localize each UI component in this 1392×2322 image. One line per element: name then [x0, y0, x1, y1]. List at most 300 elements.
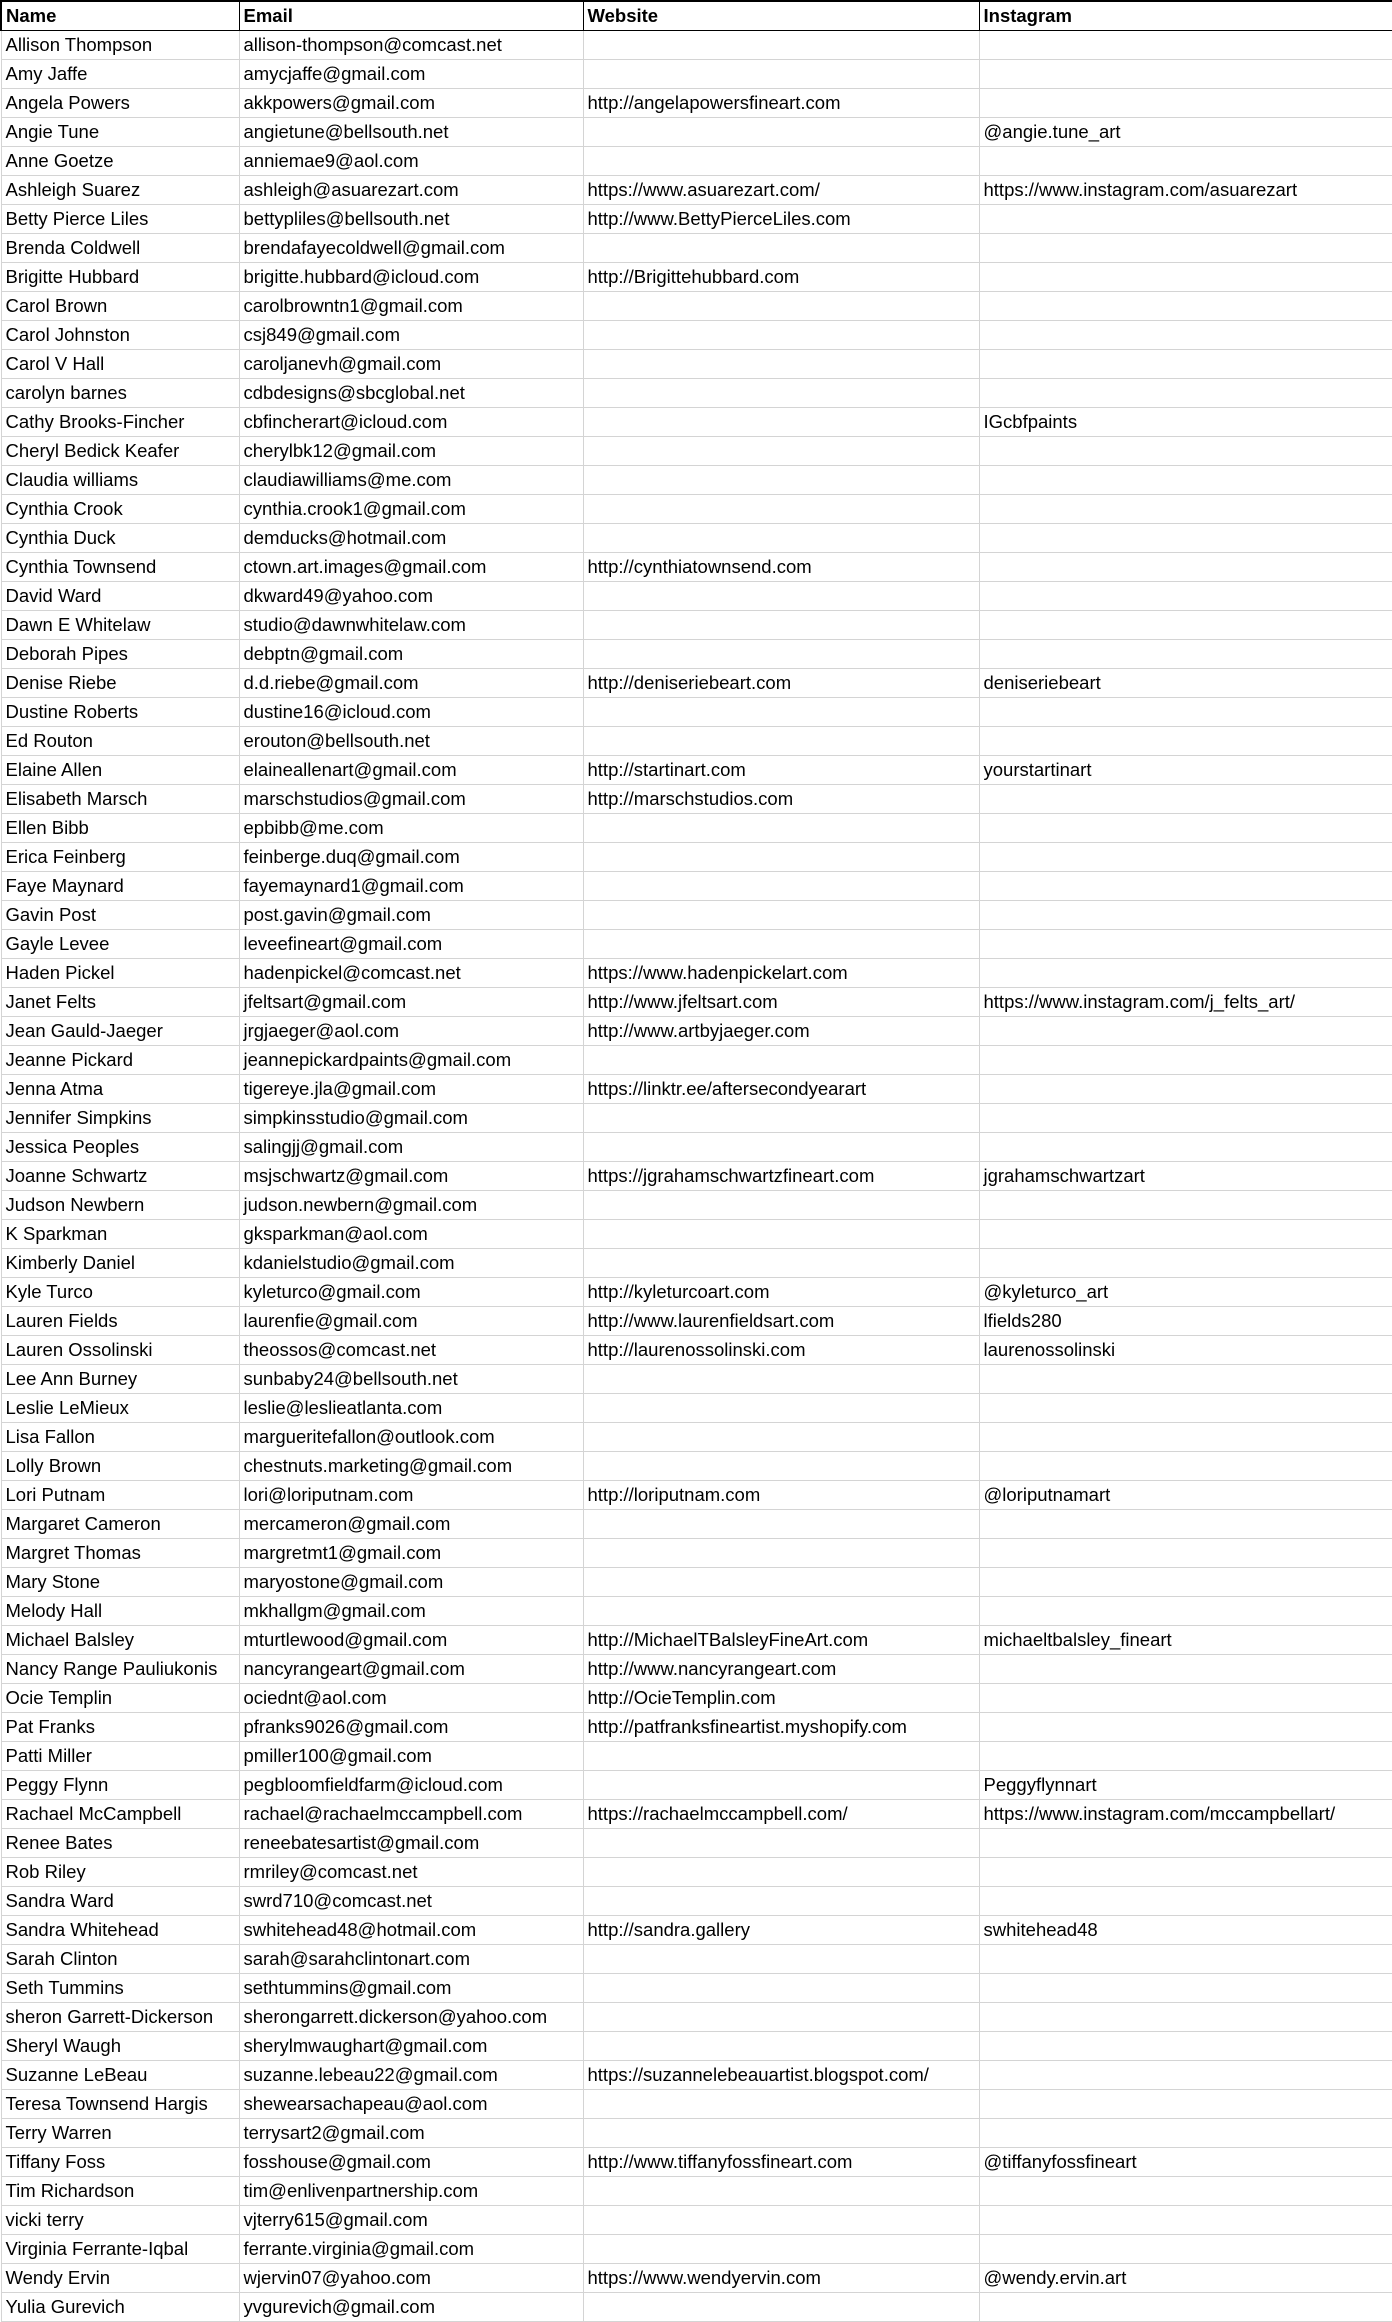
cell-email[interactable]: wjervin07@yahoo.com — [239, 2264, 583, 2293]
cell-website[interactable] — [583, 524, 979, 553]
cell-email[interactable]: theossos@comcast.net — [239, 1336, 583, 1365]
cell-email[interactable]: anniemae9@aol.com — [239, 147, 583, 176]
cell-website[interactable] — [583, 1133, 979, 1162]
cell-instagram[interactable] — [979, 2090, 1392, 2119]
cell-name[interactable]: Betty Pierce Liles — [1, 205, 239, 234]
cell-name[interactable]: Ocie Templin — [1, 1684, 239, 1713]
cell-name[interactable]: Cynthia Duck — [1, 524, 239, 553]
cell-email[interactable]: cdbdesigns@sbcglobal.net — [239, 379, 583, 408]
cell-email[interactable]: judson.newbern@gmail.com — [239, 1191, 583, 1220]
cell-instagram[interactable]: michaeltbalsley_fineart — [979, 1626, 1392, 1655]
cell-name[interactable]: Lauren Ossolinski — [1, 1336, 239, 1365]
cell-website[interactable] — [583, 1568, 979, 1597]
cell-instagram[interactable] — [979, 379, 1392, 408]
cell-email[interactable]: cbfincherart@icloud.com — [239, 408, 583, 437]
cell-instagram[interactable] — [979, 1133, 1392, 1162]
cell-website[interactable] — [583, 1858, 979, 1887]
cell-email[interactable]: hadenpickel@comcast.net — [239, 959, 583, 988]
cell-website[interactable]: http://deniseriebeart.com — [583, 669, 979, 698]
cell-email[interactable]: csj849@gmail.com — [239, 321, 583, 350]
cell-website[interactable] — [583, 1771, 979, 1800]
cell-name[interactable]: Lauren Fields — [1, 1307, 239, 1336]
cell-email[interactable]: rmriley@comcast.net — [239, 1858, 583, 1887]
cell-email[interactable]: allison-thompson@comcast.net — [239, 31, 583, 60]
cell-instagram[interactable] — [979, 321, 1392, 350]
cell-name[interactable]: Janet Felts — [1, 988, 239, 1017]
cell-name[interactable]: Margret Thomas — [1, 1539, 239, 1568]
cell-website[interactable]: http://laurenossolinski.com — [583, 1336, 979, 1365]
cell-instagram[interactable] — [979, 1713, 1392, 1742]
cell-instagram[interactable] — [979, 263, 1392, 292]
cell-name[interactable]: Rob Riley — [1, 1858, 239, 1887]
cell-email[interactable]: tim@enlivenpartnership.com — [239, 2177, 583, 2206]
cell-name[interactable]: Lee Ann Burney — [1, 1365, 239, 1394]
cell-name[interactable]: Jeanne Pickard — [1, 1046, 239, 1075]
cell-instagram[interactable] — [979, 1858, 1392, 1887]
cell-instagram[interactable]: @tiffanyfossfineart — [979, 2148, 1392, 2177]
cell-website[interactable] — [583, 2032, 979, 2061]
cell-website[interactable] — [583, 582, 979, 611]
cell-email[interactable]: nancyrangeart@gmail.com — [239, 1655, 583, 1684]
cell-name[interactable]: Claudia williams — [1, 466, 239, 495]
cell-website[interactable] — [583, 2003, 979, 2032]
cell-website[interactable] — [583, 1887, 979, 1916]
cell-name[interactable]: Carol V Hall — [1, 350, 239, 379]
cell-email[interactable]: kdanielstudio@gmail.com — [239, 1249, 583, 1278]
cell-email[interactable]: marschstudios@gmail.com — [239, 785, 583, 814]
cell-name[interactable]: Teresa Townsend Hargis — [1, 2090, 239, 2119]
cell-name[interactable]: Judson Newbern — [1, 1191, 239, 1220]
cell-name[interactable]: Melody Hall — [1, 1597, 239, 1626]
cell-email[interactable]: brendafayecoldwell@gmail.com — [239, 234, 583, 263]
cell-email[interactable]: amycjaffe@gmail.com — [239, 60, 583, 89]
cell-email[interactable]: tigereye.jla@gmail.com — [239, 1075, 583, 1104]
cell-instagram[interactable] — [979, 1394, 1392, 1423]
cell-website[interactable] — [583, 1104, 979, 1133]
cell-instagram[interactable] — [979, 292, 1392, 321]
cell-website[interactable]: http://startinart.com — [583, 756, 979, 785]
cell-website[interactable] — [583, 1220, 979, 1249]
cell-website[interactable] — [583, 2177, 979, 2206]
cell-instagram[interactable] — [979, 147, 1392, 176]
cell-email[interactable]: pegbloomfieldfarm@icloud.com — [239, 1771, 583, 1800]
cell-instagram[interactable]: lfields280 — [979, 1307, 1392, 1336]
cell-instagram[interactable]: https://www.instagram.com/asuarezart — [979, 176, 1392, 205]
cell-name[interactable]: Anne Goetze — [1, 147, 239, 176]
cell-instagram[interactable]: IGcbfpaints — [979, 408, 1392, 437]
cell-name[interactable]: Angie Tune — [1, 118, 239, 147]
cell-instagram[interactable] — [979, 901, 1392, 930]
cell-website[interactable] — [583, 1829, 979, 1858]
cell-email[interactable]: fayemaynard1@gmail.com — [239, 872, 583, 901]
cell-instagram[interactable] — [979, 234, 1392, 263]
cell-name[interactable]: Margaret Cameron — [1, 1510, 239, 1539]
cell-website[interactable]: http://angelapowersfineart.com — [583, 89, 979, 118]
cell-website[interactable]: http://marschstudios.com — [583, 785, 979, 814]
cell-website[interactable] — [583, 234, 979, 263]
cell-instagram[interactable] — [979, 2061, 1392, 2090]
cell-name[interactable]: Lolly Brown — [1, 1452, 239, 1481]
cell-name[interactable]: Rachael McCampbell — [1, 1800, 239, 1829]
cell-email[interactable]: lori@loriputnam.com — [239, 1481, 583, 1510]
cell-name[interactable]: Allison Thompson — [1, 31, 239, 60]
cell-email[interactable]: swhitehead48@hotmail.com — [239, 1916, 583, 1945]
cell-instagram[interactable] — [979, 2235, 1392, 2264]
cell-email[interactable]: dkward49@yahoo.com — [239, 582, 583, 611]
cell-name[interactable]: Ashleigh Suarez — [1, 176, 239, 205]
cell-email[interactable]: akkpowers@gmail.com — [239, 89, 583, 118]
cell-instagram[interactable] — [979, 2206, 1392, 2235]
cell-instagram[interactable] — [979, 1539, 1392, 1568]
cell-email[interactable]: shewearsachapeau@aol.com — [239, 2090, 583, 2119]
cell-email[interactable]: bettypliles@bellsouth.net — [239, 205, 583, 234]
cell-instagram[interactable] — [979, 959, 1392, 988]
cell-website[interactable]: http://patfranksfineartist.myshopify.com — [583, 1713, 979, 1742]
cell-email[interactable]: cherylbk12@gmail.com — [239, 437, 583, 466]
cell-email[interactable]: dustine16@icloud.com — [239, 698, 583, 727]
cell-email[interactable]: rachael@rachaelmccampbell.com — [239, 1800, 583, 1829]
cell-email[interactable]: maryostone@gmail.com — [239, 1568, 583, 1597]
cell-instagram[interactable] — [979, 2119, 1392, 2148]
cell-email[interactable]: swrd710@comcast.net — [239, 1887, 583, 1916]
cell-instagram[interactable] — [979, 1075, 1392, 1104]
cell-instagram[interactable] — [979, 2032, 1392, 2061]
cell-instagram[interactable] — [979, 872, 1392, 901]
cell-website[interactable] — [583, 1510, 979, 1539]
cell-email[interactable]: claudiawilliams@me.com — [239, 466, 583, 495]
cell-email[interactable]: pmiller100@gmail.com — [239, 1742, 583, 1771]
cell-name[interactable]: Terry Warren — [1, 2119, 239, 2148]
cell-email[interactable]: vjterry615@gmail.com — [239, 2206, 583, 2235]
cell-name[interactable]: Carol Brown — [1, 292, 239, 321]
cell-name[interactable]: Lori Putnam — [1, 1481, 239, 1510]
cell-instagram[interactable] — [979, 2293, 1392, 2322]
header-cell-email[interactable]: Email — [239, 1, 583, 31]
cell-instagram[interactable] — [979, 1568, 1392, 1597]
cell-instagram[interactable] — [979, 727, 1392, 756]
cell-email[interactable]: ctown.art.images@gmail.com — [239, 553, 583, 582]
cell-instagram[interactable] — [979, 1104, 1392, 1133]
cell-name[interactable]: Dawn E Whitelaw — [1, 611, 239, 640]
cell-instagram[interactable] — [979, 1191, 1392, 1220]
cell-website[interactable] — [583, 1423, 979, 1452]
cell-instagram[interactable] — [979, 1046, 1392, 1075]
cell-name[interactable]: Virginia Ferrante-Iqbal — [1, 2235, 239, 2264]
cell-instagram[interactable] — [979, 350, 1392, 379]
cell-website[interactable] — [583, 2206, 979, 2235]
cell-name[interactable]: Pat Franks — [1, 1713, 239, 1742]
cell-instagram[interactable]: deniseriebeart — [979, 669, 1392, 698]
cell-name[interactable]: Gayle Levee — [1, 930, 239, 959]
cell-email[interactable]: d.d.riebe@gmail.com — [239, 669, 583, 698]
cell-name[interactable]: Elaine Allen — [1, 756, 239, 785]
cell-name[interactable]: Ed Routon — [1, 727, 239, 756]
header-cell-instagram[interactable]: Instagram — [979, 1, 1392, 31]
cell-instagram[interactable] — [979, 1945, 1392, 1974]
cell-website[interactable] — [583, 1945, 979, 1974]
cell-website[interactable]: https://jgrahamschwartzfineart.com — [583, 1162, 979, 1191]
cell-website[interactable]: http://Brigittehubbard.com — [583, 263, 979, 292]
cell-name[interactable]: vicki terry — [1, 2206, 239, 2235]
cell-website[interactable] — [583, 872, 979, 901]
cell-name[interactable]: Sandra Whitehead — [1, 1916, 239, 1945]
cell-email[interactable]: studio@dawnwhitelaw.com — [239, 611, 583, 640]
cell-name[interactable]: sheron Garrett-Dickerson — [1, 2003, 239, 2032]
cell-instagram[interactable] — [979, 1220, 1392, 1249]
cell-email[interactable]: mturtlewood@gmail.com — [239, 1626, 583, 1655]
cell-website[interactable] — [583, 1046, 979, 1075]
cell-website[interactable] — [583, 495, 979, 524]
cell-name[interactable]: Jean Gauld-Jaeger — [1, 1017, 239, 1046]
cell-name[interactable]: Kimberly Daniel — [1, 1249, 239, 1278]
cell-website[interactable] — [583, 292, 979, 321]
cell-email[interactable]: salingjj@gmail.com — [239, 1133, 583, 1162]
cell-website[interactable] — [583, 843, 979, 872]
cell-website[interactable]: http://MichaelTBalsleyFineArt.com — [583, 1626, 979, 1655]
cell-email[interactable]: margretmt1@gmail.com — [239, 1539, 583, 1568]
cell-email[interactable]: jrgjaeger@aol.com — [239, 1017, 583, 1046]
cell-instagram[interactable]: https://www.instagram.com/mccampbellart/ — [979, 1800, 1392, 1829]
cell-instagram[interactable] — [979, 1510, 1392, 1539]
cell-instagram[interactable]: @wendy.ervin.art — [979, 2264, 1392, 2293]
cell-instagram[interactable]: swhitehead48 — [979, 1916, 1392, 1945]
cell-name[interactable]: Denise Riebe — [1, 669, 239, 698]
cell-instagram[interactable] — [979, 843, 1392, 872]
cell-website[interactable] — [583, 466, 979, 495]
cell-name[interactable]: Jessica Peoples — [1, 1133, 239, 1162]
cell-name[interactable]: Kyle Turco — [1, 1278, 239, 1307]
cell-instagram[interactable] — [979, 1249, 1392, 1278]
cell-instagram[interactable] — [979, 582, 1392, 611]
cell-name[interactable]: David Ward — [1, 582, 239, 611]
cell-name[interactable]: Jenna Atma — [1, 1075, 239, 1104]
cell-name[interactable]: Cynthia Townsend — [1, 553, 239, 582]
cell-website[interactable] — [583, 814, 979, 843]
cell-email[interactable]: brigitte.hubbard@icloud.com — [239, 263, 583, 292]
cell-name[interactable]: Gavin Post — [1, 901, 239, 930]
cell-instagram[interactable]: https://www.instagram.com/j_felts_art/ — [979, 988, 1392, 1017]
cell-name[interactable]: Brenda Coldwell — [1, 234, 239, 263]
cell-instagram[interactable]: Peggyflynnart — [979, 1771, 1392, 1800]
cell-instagram[interactable] — [979, 437, 1392, 466]
cell-website[interactable]: http://www.BettyPierceLiles.com — [583, 205, 979, 234]
cell-email[interactable]: post.gavin@gmail.com — [239, 901, 583, 930]
cell-email[interactable]: feinberge.duq@gmail.com — [239, 843, 583, 872]
cell-instagram[interactable]: jgrahamschwartzart — [979, 1162, 1392, 1191]
cell-email[interactable]: jfeltsart@gmail.com — [239, 988, 583, 1017]
cell-name[interactable]: Sarah Clinton — [1, 1945, 239, 1974]
cell-email[interactable]: kyleturco@gmail.com — [239, 1278, 583, 1307]
cell-email[interactable]: margueritefallon@outlook.com — [239, 1423, 583, 1452]
cell-instagram[interactable] — [979, 930, 1392, 959]
cell-name[interactable]: Elisabeth Marsch — [1, 785, 239, 814]
cell-email[interactable]: sethtummins@gmail.com — [239, 1974, 583, 2003]
cell-name[interactable]: Deborah Pipes — [1, 640, 239, 669]
cell-name[interactable]: Cheryl Bedick Keafer — [1, 437, 239, 466]
cell-instagram[interactable] — [979, 495, 1392, 524]
cell-instagram[interactable] — [979, 1887, 1392, 1916]
cell-instagram[interactable]: @angie.tune_art — [979, 118, 1392, 147]
cell-email[interactable]: jeannepickardpaints@gmail.com — [239, 1046, 583, 1075]
cell-email[interactable]: simpkinsstudio@gmail.com — [239, 1104, 583, 1133]
cell-name[interactable]: Patti Miller — [1, 1742, 239, 1771]
cell-website[interactable] — [583, 2119, 979, 2148]
cell-instagram[interactable] — [979, 1365, 1392, 1394]
cell-website[interactable] — [583, 147, 979, 176]
cell-email[interactable]: sherylmwaughart@gmail.com — [239, 2032, 583, 2061]
cell-website[interactable] — [583, 901, 979, 930]
cell-instagram[interactable] — [979, 2177, 1392, 2206]
cell-name[interactable]: Renee Bates — [1, 1829, 239, 1858]
cell-website[interactable] — [583, 350, 979, 379]
cell-website[interactable]: http://www.tiffanyfossfineart.com — [583, 2148, 979, 2177]
cell-name[interactable]: Nancy Range Pauliukonis — [1, 1655, 239, 1684]
cell-name[interactable]: Brigitte Hubbard — [1, 263, 239, 292]
cell-email[interactable]: sherongarrett.dickerson@yahoo.com — [239, 2003, 583, 2032]
cell-email[interactable]: angietune@bellsouth.net — [239, 118, 583, 147]
cell-email[interactable]: ferrante.virginia@gmail.com — [239, 2235, 583, 2264]
cell-email[interactable]: carolbrowntn1@gmail.com — [239, 292, 583, 321]
cell-instagram[interactable] — [979, 1742, 1392, 1771]
cell-website[interactable]: http://www.nancyrangeart.com — [583, 1655, 979, 1684]
header-cell-name[interactable]: Name — [1, 1, 239, 31]
cell-instagram[interactable] — [979, 31, 1392, 60]
cell-website[interactable] — [583, 1191, 979, 1220]
cell-name[interactable]: Mary Stone — [1, 1568, 239, 1597]
cell-name[interactable]: Sandra Ward — [1, 1887, 239, 1916]
cell-website[interactable]: https://www.hadenpickelart.com — [583, 959, 979, 988]
cell-name[interactable]: Wendy Ervin — [1, 2264, 239, 2293]
cell-website[interactable] — [583, 408, 979, 437]
cell-email[interactable]: terrysart2@gmail.com — [239, 2119, 583, 2148]
cell-website[interactable] — [583, 2235, 979, 2264]
cell-website[interactable] — [583, 1597, 979, 1626]
cell-website[interactable] — [583, 1394, 979, 1423]
cell-instagram[interactable]: yourstartinart — [979, 756, 1392, 785]
cell-email[interactable]: pfranks9026@gmail.com — [239, 1713, 583, 1742]
cell-email[interactable]: debptn@gmail.com — [239, 640, 583, 669]
cell-email[interactable]: mercameron@gmail.com — [239, 1510, 583, 1539]
cell-website[interactable]: https://suzannelebeauartist.blogspot.com/ — [583, 2061, 979, 2090]
header-cell-website[interactable]: Website — [583, 1, 979, 31]
cell-instagram[interactable] — [979, 1017, 1392, 1046]
cell-website[interactable] — [583, 611, 979, 640]
cell-website[interactable] — [583, 1452, 979, 1481]
cell-email[interactable]: demducks@hotmail.com — [239, 524, 583, 553]
cell-website[interactable]: http://kyleturcoart.com — [583, 1278, 979, 1307]
cell-name[interactable]: Dustine Roberts — [1, 698, 239, 727]
cell-name[interactable]: Tiffany Foss — [1, 2148, 239, 2177]
cell-website[interactable] — [583, 1249, 979, 1278]
cell-name[interactable]: Cynthia Crook — [1, 495, 239, 524]
cell-email[interactable]: sarah@sarahclintonart.com — [239, 1945, 583, 1974]
cell-name[interactable]: Seth Tummins — [1, 1974, 239, 2003]
cell-email[interactable]: yvgurevich@gmail.com — [239, 2293, 583, 2322]
cell-email[interactable]: sunbaby24@bellsouth.net — [239, 1365, 583, 1394]
cell-instagram[interactable] — [979, 640, 1392, 669]
cell-email[interactable]: caroljanevh@gmail.com — [239, 350, 583, 379]
cell-website[interactable] — [583, 727, 979, 756]
cell-website[interactable]: http://loriputnam.com — [583, 1481, 979, 1510]
cell-instagram[interactable] — [979, 2003, 1392, 2032]
cell-name[interactable]: Peggy Flynn — [1, 1771, 239, 1800]
cell-name[interactable]: Ellen Bibb — [1, 814, 239, 843]
cell-website[interactable] — [583, 1539, 979, 1568]
cell-website[interactable]: https://linktr.ee/aftersecondyearart — [583, 1075, 979, 1104]
cell-instagram[interactable] — [979, 205, 1392, 234]
cell-name[interactable]: Suzanne LeBeau — [1, 2061, 239, 2090]
cell-website[interactable]: http://www.laurenfieldsart.com — [583, 1307, 979, 1336]
cell-name[interactable]: Lisa Fallon — [1, 1423, 239, 1452]
cell-website[interactable]: http://www.artbyjaeger.com — [583, 1017, 979, 1046]
cell-instagram[interactable] — [979, 785, 1392, 814]
cell-instagram[interactable] — [979, 1597, 1392, 1626]
cell-email[interactable]: leveefineart@gmail.com — [239, 930, 583, 959]
cell-name[interactable]: Cathy Brooks-Fincher — [1, 408, 239, 437]
cell-email[interactable]: ashleigh@asuarezart.com — [239, 176, 583, 205]
cell-website[interactable] — [583, 60, 979, 89]
cell-name[interactable]: Amy Jaffe — [1, 60, 239, 89]
cell-website[interactable]: http://OcieTemplin.com — [583, 1684, 979, 1713]
cell-website[interactable]: http://cynthiatownsend.com — [583, 553, 979, 582]
cell-email[interactable]: suzanne.lebeau22@gmail.com — [239, 2061, 583, 2090]
cell-email[interactable]: chestnuts.marketing@gmail.com — [239, 1452, 583, 1481]
cell-email[interactable]: cynthia.crook1@gmail.com — [239, 495, 583, 524]
cell-name[interactable]: carolyn barnes — [1, 379, 239, 408]
cell-instagram[interactable] — [979, 524, 1392, 553]
cell-instagram[interactable] — [979, 1452, 1392, 1481]
cell-instagram[interactable] — [979, 553, 1392, 582]
cell-email[interactable]: fosshouse@gmail.com — [239, 2148, 583, 2177]
cell-email[interactable]: elaineallenart@gmail.com — [239, 756, 583, 785]
cell-website[interactable] — [583, 2090, 979, 2119]
cell-name[interactable]: Joanne Schwartz — [1, 1162, 239, 1191]
cell-email[interactable]: gksparkman@aol.com — [239, 1220, 583, 1249]
cell-name[interactable]: Carol Johnston — [1, 321, 239, 350]
cell-instagram[interactable] — [979, 89, 1392, 118]
cell-instagram[interactable] — [979, 60, 1392, 89]
cell-name[interactable]: Yulia Gurevich — [1, 2293, 239, 2322]
cell-website[interactable]: https://www.wendyervin.com — [583, 2264, 979, 2293]
cell-website[interactable]: http://www.jfeltsart.com — [583, 988, 979, 1017]
cell-website[interactable] — [583, 2293, 979, 2322]
cell-email[interactable]: epbibb@me.com — [239, 814, 583, 843]
cell-email[interactable]: ociednt@aol.com — [239, 1684, 583, 1713]
cell-instagram[interactable] — [979, 611, 1392, 640]
cell-instagram[interactable] — [979, 1423, 1392, 1452]
cell-email[interactable]: laurenfie@gmail.com — [239, 1307, 583, 1336]
cell-website[interactable] — [583, 379, 979, 408]
cell-website[interactable] — [583, 1974, 979, 2003]
cell-website[interactable] — [583, 1742, 979, 1771]
cell-name[interactable]: Tim Richardson — [1, 2177, 239, 2206]
cell-name[interactable]: Leslie LeMieux — [1, 1394, 239, 1423]
cell-website[interactable] — [583, 1365, 979, 1394]
cell-name[interactable]: Jennifer Simpkins — [1, 1104, 239, 1133]
cell-website[interactable] — [583, 930, 979, 959]
cell-website[interactable]: https://rachaelmccampbell.com/ — [583, 1800, 979, 1829]
cell-instagram[interactable] — [979, 1684, 1392, 1713]
cell-website[interactable] — [583, 437, 979, 466]
cell-email[interactable]: mkhallgm@gmail.com — [239, 1597, 583, 1626]
cell-name[interactable]: Erica Feinberg — [1, 843, 239, 872]
cell-name[interactable]: Faye Maynard — [1, 872, 239, 901]
cell-instagram[interactable] — [979, 698, 1392, 727]
cell-instagram[interactable] — [979, 1974, 1392, 2003]
cell-website[interactable] — [583, 118, 979, 147]
cell-email[interactable]: leslie@leslieatlanta.com — [239, 1394, 583, 1423]
cell-instagram[interactable] — [979, 466, 1392, 495]
